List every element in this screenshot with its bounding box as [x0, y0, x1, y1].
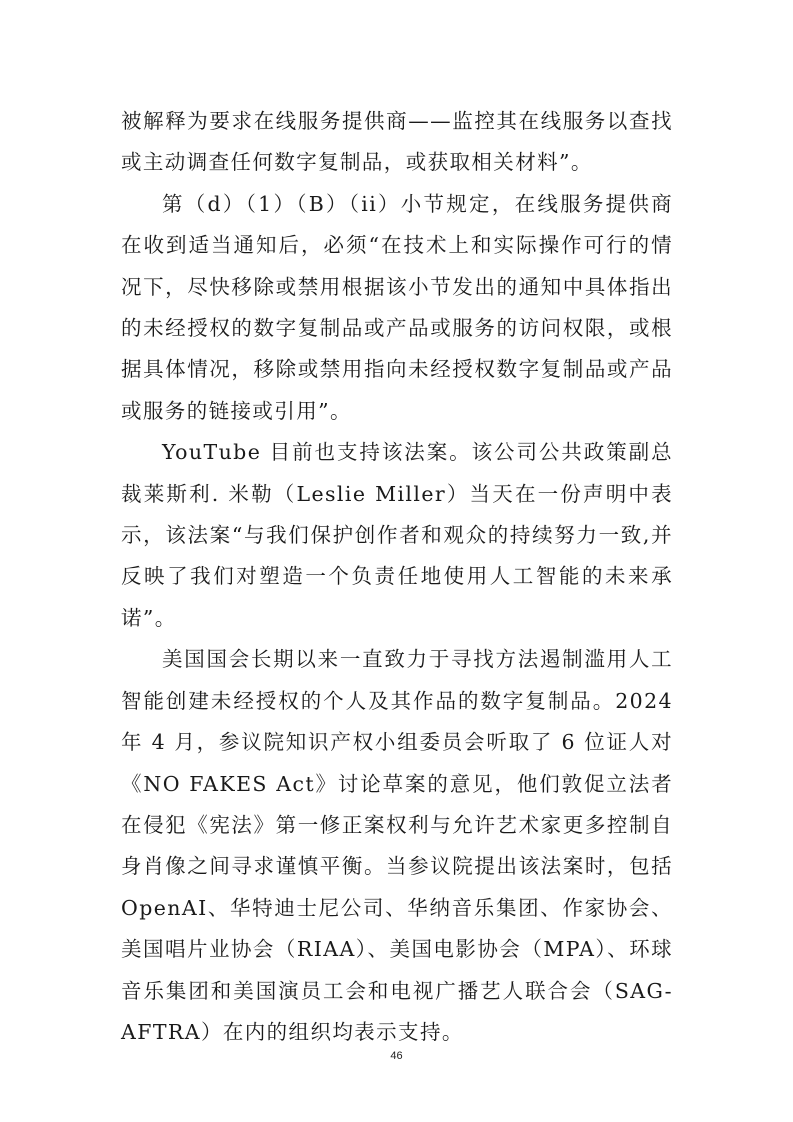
- page-number: 46: [390, 1050, 403, 1062]
- paragraph-continued: 被解释为要求在线服务提供商——监控其在线服务以查找或主动调查任何数字复制品，或获取相关材料”。: [121, 109, 673, 175]
- paragraph: 美国国会长期以来一直致力于寻找方法遏制滥用人工智能创建未经授权的个人及其作品的数字复制品。2024 年 4 月，参议院知识产权小组委员会听取了 6 位证人对《NO FAKES Act》讨论草案的意见，他们敦促立法者在侵犯《宪法》第一修正案权利与允许艺术家更多控制自身肖像之间寻求谨慎平衡。当参议院提出该法案时，包括 OpenAI、华特迪士尼公司、华纳音乐集团、作家协会、美国唱片业协会（RIAA）、美国电影协会（MPA）、环球音乐集团和美国演员工会和电视广播艺人联合会（SAG-AFTRA）在内的组织均表示支持。: [121, 647, 673, 1044]
- paragraph: YouTube 目前也支持该法案。该公司公共政策副总裁莱斯利. 米勒（Leslie Miller）当天在一份声明中表示，该法案“与我们保护创作者和观众的持续努力一致,并反映了我们对塑造一个负责任地使用人工智能的未来承诺”。: [121, 440, 673, 630]
- body-text: [121, 101, 673, 1053]
- paragraph: 第（d）（1）（B）（ii）小节规定，在线服务提供商在收到适当通知后，必须“在技术上和实际操作可行的情况下，尽快移除或禁用根据该小节发出的通知中具体指出的未经授权的数字复制品或产品或服务的访问权限，或根据具体情况，移除或禁用指向未经授权数字复制品或产品或服务的链接或引用”。: [121, 191, 673, 423]
